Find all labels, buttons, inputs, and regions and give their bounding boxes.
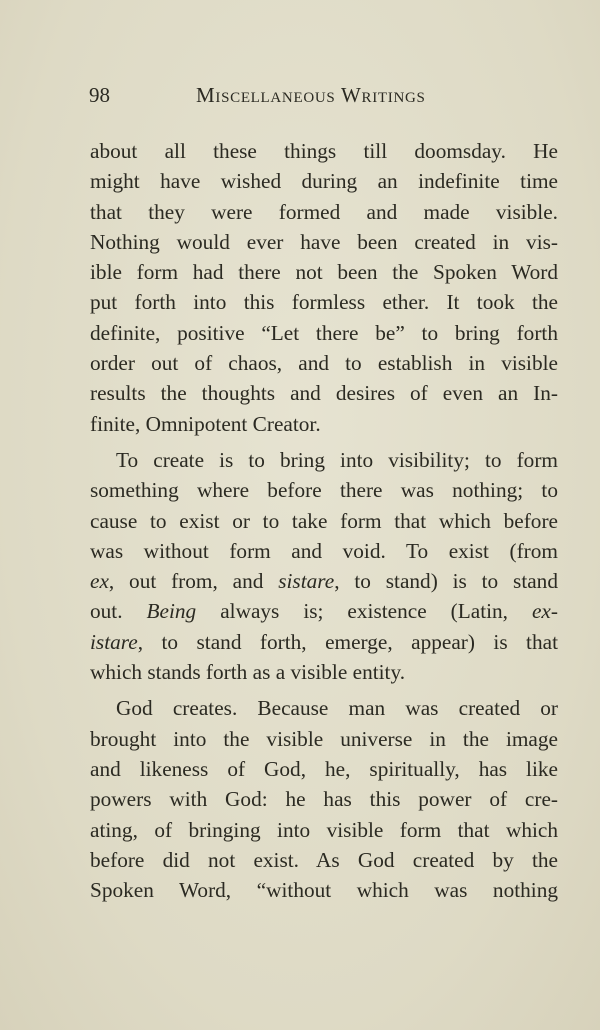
text-line [90, 136, 558, 166]
text-run: , to stand) is to stand [334, 569, 558, 594]
italic-text: ex- [531, 599, 558, 624]
text-line [90, 815, 558, 845]
text-run: finite, Omnipotent Creator. [90, 411, 321, 436]
text-run: definite, positive “Let there be” to bring forth [90, 320, 558, 345]
text-line [90, 784, 558, 814]
paragraph [90, 136, 558, 439]
text-run: put forth into this formless ether. It took the [90, 290, 558, 315]
text-run: something where before there was nothing; to [90, 478, 558, 503]
text-line [90, 197, 558, 227]
text-run: might have wished during an indefinite time [90, 169, 558, 194]
text-run: results the thoughts and desires of even an In- [90, 381, 558, 406]
italic-text: sistare [278, 569, 335, 594]
text-run: Spoken Word, “without which was nothing [90, 878, 558, 903]
text-line [90, 536, 558, 566]
text-line [90, 627, 558, 657]
text-line [90, 318, 558, 348]
text-run: To create is to bring into visibility; to form [116, 447, 558, 472]
text-line [90, 754, 558, 784]
text-line [90, 875, 558, 905]
text-run: brought into the visible universe in the image [90, 726, 558, 751]
italic-text: ex [90, 569, 109, 594]
text-line [90, 166, 558, 196]
text-run: , out from, and [108, 569, 279, 594]
text-line [90, 287, 558, 317]
text-run: and likeness of God, he, spiritually, has like [90, 756, 558, 781]
text-line [90, 693, 558, 723]
text-line [90, 566, 558, 596]
paragraph [90, 693, 558, 905]
text-run: powers with God: he has this power of cre- [90, 787, 558, 812]
text-line [90, 845, 558, 875]
text-line [90, 378, 558, 408]
text-line [90, 475, 558, 505]
text-run: order out of chaos, and to establish in visible [90, 351, 558, 376]
text-line [90, 596, 558, 626]
text-line [90, 445, 558, 475]
text-run: was without form and void. To exist (from [90, 538, 558, 563]
text-run: about all these things till doomsday. He [90, 139, 558, 163]
text-run: ible form had there not been the Spoken Word [90, 260, 558, 285]
text-run: that they were formed and made visible. [90, 199, 558, 224]
text-run: out. [90, 599, 147, 624]
text-run: ating, of bringing into visible form that which [90, 817, 558, 842]
text-run: cause to exist or to take form that which before [90, 508, 558, 533]
text-line [90, 409, 558, 439]
page-number: 98 [89, 83, 110, 107]
running-head: Miscellaneous Writings [196, 83, 426, 107]
text-line [90, 724, 558, 754]
paragraph [90, 445, 558, 687]
text-run: , to stand forth, emerge, appear) is that [137, 629, 558, 654]
text-run: before did not exist. As God created by the [90, 847, 558, 872]
text-line [90, 257, 558, 287]
text-line [90, 348, 558, 378]
text-run: Nothing would ever have been created in vis- [90, 229, 558, 254]
text-run: which stands forth as a visible entity. [90, 660, 406, 685]
text-line [90, 506, 558, 536]
body-text [90, 136, 558, 905]
text-line [90, 657, 558, 687]
text-line [90, 227, 558, 257]
italic-text: Being [146, 599, 197, 624]
italic-text: istare [90, 629, 138, 654]
text-run: God creates. Because man was created or [116, 696, 558, 721]
text-run: always is; existence (Latin, [196, 599, 532, 624]
